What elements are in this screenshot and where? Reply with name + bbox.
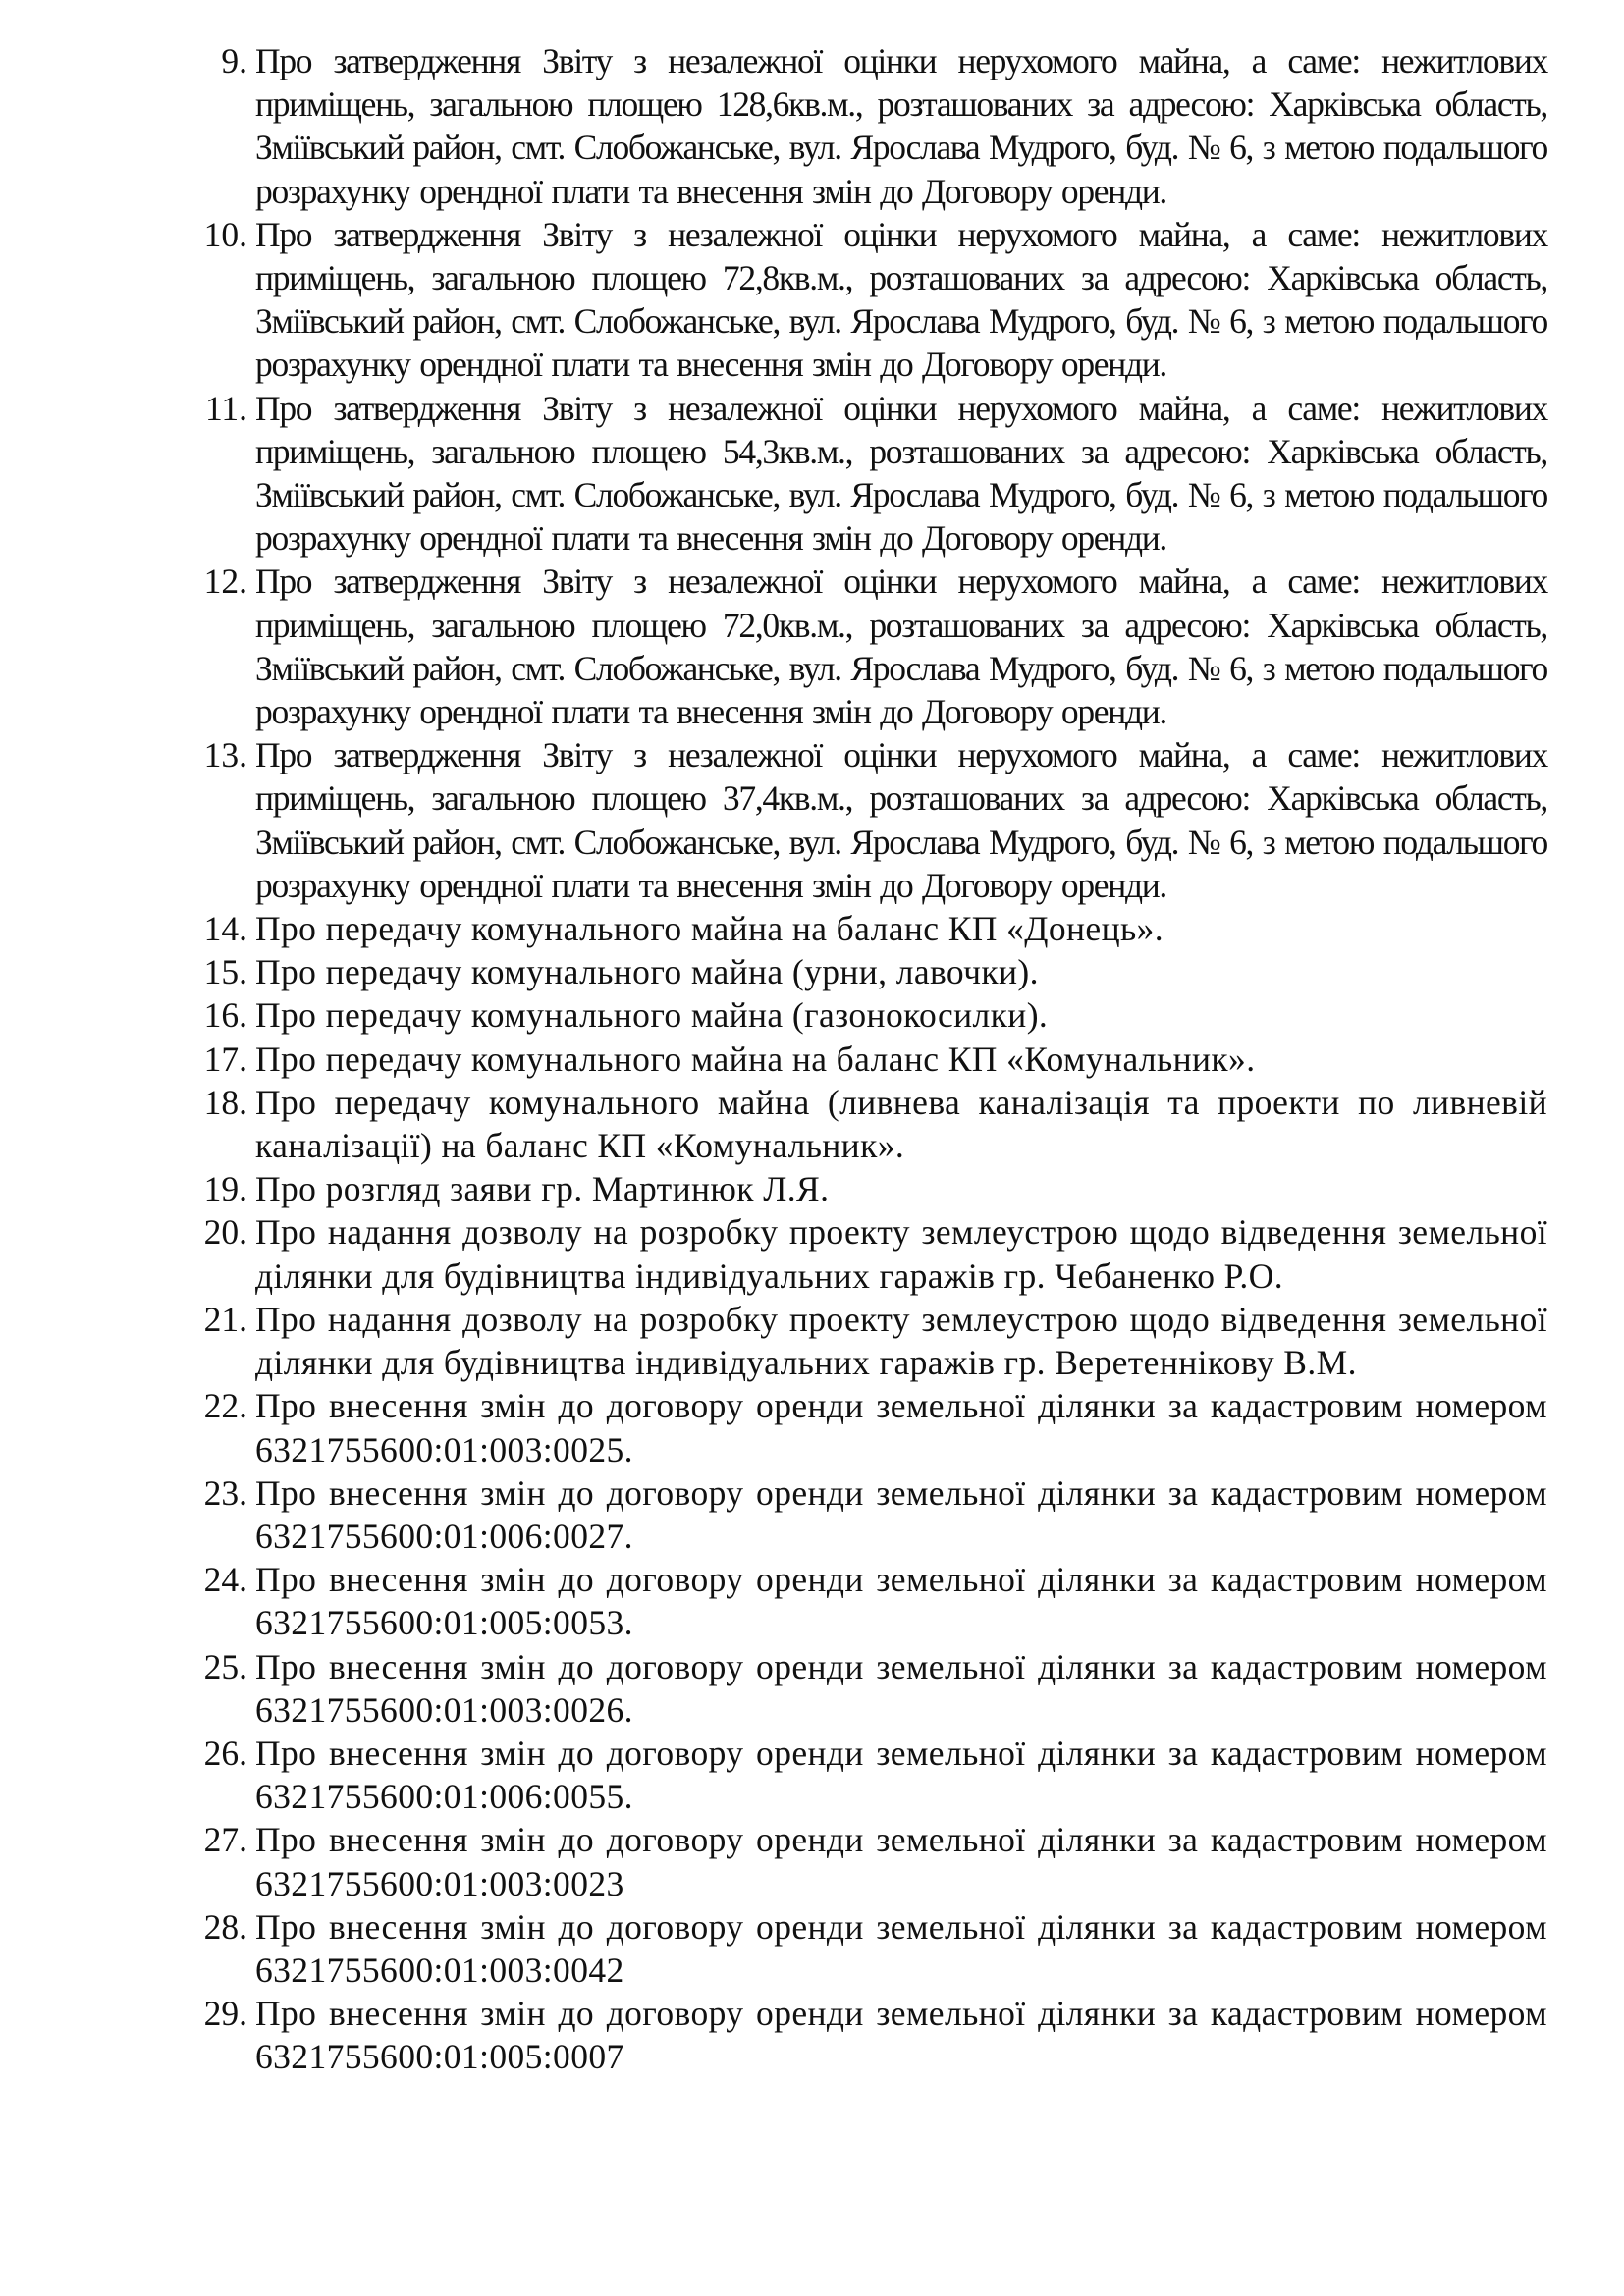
agenda-item-25 <box>196 1645 1547 1732</box>
agenda-item-11 <box>196 387 1547 561</box>
agenda-item-29 <box>196 1992 1547 2078</box>
agenda-list <box>196 39 1547 2079</box>
item-number: 28. <box>203 1906 247 1947</box>
item-text: Про внесення змін до договору оренди земельної ділянки за кадастровим номером 6321755600:01:005:0007 <box>255 1994 1547 2077</box>
agenda-item-10 <box>196 213 1547 387</box>
item-text: Про внесення змін до договору оренди земельної ділянки за кадастровим номером 6321755600:01:003:0025. <box>255 1386 1547 1469</box>
item-number: 17. <box>203 1039 247 1079</box>
agenda-item-20 <box>196 1210 1547 1297</box>
item-text: Про надання дозволу на розробку проекту землеустрою щодо відведення земельної ділянки для будівництва індивідуальних гаражів гр. Чебаненко Р.О. <box>255 1212 1547 1296</box>
agenda-item-15 <box>196 950 1547 993</box>
agenda-item-26 <box>196 1732 1547 1818</box>
item-number: 14. <box>203 909 247 949</box>
agenda-item-23 <box>196 1471 1547 1558</box>
item-text: Про передачу комунального майна на баланс КП «Комунальник». <box>255 1039 1256 1079</box>
item-text: Про затвердження Звіту з незалежної оцінки нерухомого майна, а саме: нежитлових приміщень, загальною площею 37,4кв.м., розташованих за адресою: Харківська область, Зміївський район, смт. Слобожанське, вул. Ярослава Мудрого, буд. № 6, з метою подальшого розрахунку орендної плати та внесення змін до Договору оренди. <box>255 735 1547 905</box>
item-number: 25. <box>203 1646 247 1686</box>
agenda-item-12 <box>196 560 1547 733</box>
agenda-item-24 <box>196 1558 1547 1644</box>
agenda-item-9 <box>196 39 1547 213</box>
agenda-item-28 <box>196 1905 1547 1992</box>
item-text: Про внесення змін до договору оренди земельної ділянки за кадастровим номером 6321755600:01:006:0027. <box>255 1472 1547 1556</box>
agenda-item-27 <box>196 1818 1547 1904</box>
item-number: 13. <box>203 735 247 775</box>
item-number: 24. <box>203 1560 247 1600</box>
item-text: Про внесення змін до договору оренди земельної ділянки за кадастровим номером 6321755600:01:003:0026. <box>255 1646 1547 1730</box>
item-text: Про затвердження Звіту з незалежної оцінки нерухомого майна, а саме: нежитлових приміщень, загальною площею 128,6кв.м., розташованих за адресою: Харківська область, Зміївський район, смт. Слобожанське, вул. Ярослава Мудрого, буд. № 6, з метою подальшого розрахунку орендної плати та внесення змін до Договору оренди. <box>255 41 1547 211</box>
agenda-item-19 <box>196 1167 1547 1210</box>
item-number: 22. <box>203 1386 247 1426</box>
item-number: 16. <box>203 995 247 1036</box>
item-number: 20. <box>203 1212 247 1253</box>
item-text: Про внесення змін до договору оренди земельної ділянки за кадастровим номером 6321755600:01:005:0053. <box>255 1560 1547 1643</box>
item-text: Про внесення змін до договору оренди земельної ділянки за кадастровим номером 6321755600:01:006:0055. <box>255 1733 1547 1817</box>
item-text: Про розгляд заяви гр. Мартинюк Л.Я. <box>255 1169 830 1209</box>
agenda-item-18 <box>196 1081 1547 1167</box>
item-number: 19. <box>203 1169 247 1209</box>
item-text: Про передачу комунального майна (урни, лавочки). <box>255 952 1039 992</box>
agenda-item-17 <box>196 1038 1547 1081</box>
item-number: 18. <box>203 1082 247 1122</box>
item-text: Про надання дозволу на розробку проекту землеустрою щодо відведення земельної ділянки для будівництва індивідуальних гаражів гр. Веретеннікову В.М. <box>255 1299 1547 1383</box>
item-text: Про затвердження Звіту з незалежної оцінки нерухомого майна, а саме: нежитлових приміщень, загальною площею 72,0кв.м., розташованих за адресою: Харківська область, Зміївський район, смт. Слобожанське, вул. Ярослава Мудрого, буд. № 6, з метою подальшого розрахунку орендної плати та внесення змін до Договору оренди. <box>255 561 1547 732</box>
item-text: Про передачу комунального майна (газонокосилки). <box>255 995 1049 1036</box>
agenda-item-22 <box>196 1384 1547 1470</box>
item-number: 12. <box>203 561 247 602</box>
agenda-item-14 <box>196 907 1547 950</box>
item-number: 23. <box>203 1472 247 1513</box>
item-number: 21. <box>203 1299 247 1339</box>
item-number: 10. <box>203 214 247 254</box>
item-number: 9. <box>221 41 247 80</box>
item-text: Про передачу комунального майна на баланс КП «Донець». <box>255 909 1164 949</box>
item-number: 27. <box>203 1820 247 1860</box>
item-number: 29. <box>203 1994 247 2034</box>
agenda-item-21 <box>196 1298 1547 1384</box>
item-text: Про затвердження Звіту з незалежної оцінки нерухомого майна, а саме: нежитлових приміщень, загальною площею 54,3кв.м., розташованих за адресою: Харківська область, Зміївський район, смт. Слобожанське, вул. Ярослава Мудрого, буд. № 6, з метою подальшого розрахунку орендної плати та внесення змін до Договору оренди. <box>255 388 1547 559</box>
item-number: 15. <box>203 952 247 992</box>
item-text: Про затвердження Звіту з незалежної оцінки нерухомого майна, а саме: нежитлових приміщень, загальною площею 72,8кв.м., розташованих за адресою: Харківська область, Зміївський район, смт. Слобожанське, вул. Ярослава Мудрого, буд. № 6, з метою подальшого розрахунку орендної плати та внесення змін до Договору оренди. <box>255 214 1547 385</box>
item-number: 26. <box>203 1733 247 1773</box>
item-text: Про передачу комунального майна (ливнева каналізація та проекти по ливневій каналізації) на баланс КП «Комунальник». <box>255 1082 1547 1166</box>
item-text: Про внесення змін до договору оренди земельної ділянки за кадастровим номером 6321755600:01:003:0023 <box>255 1820 1547 1903</box>
agenda-item-16 <box>196 993 1547 1037</box>
item-text: Про внесення змін до договору оренди земельної ділянки за кадастровим номером 6321755600:01:003:0042 <box>255 1906 1547 1990</box>
item-number: 11. <box>204 388 247 428</box>
agenda-item-13 <box>196 733 1547 907</box>
